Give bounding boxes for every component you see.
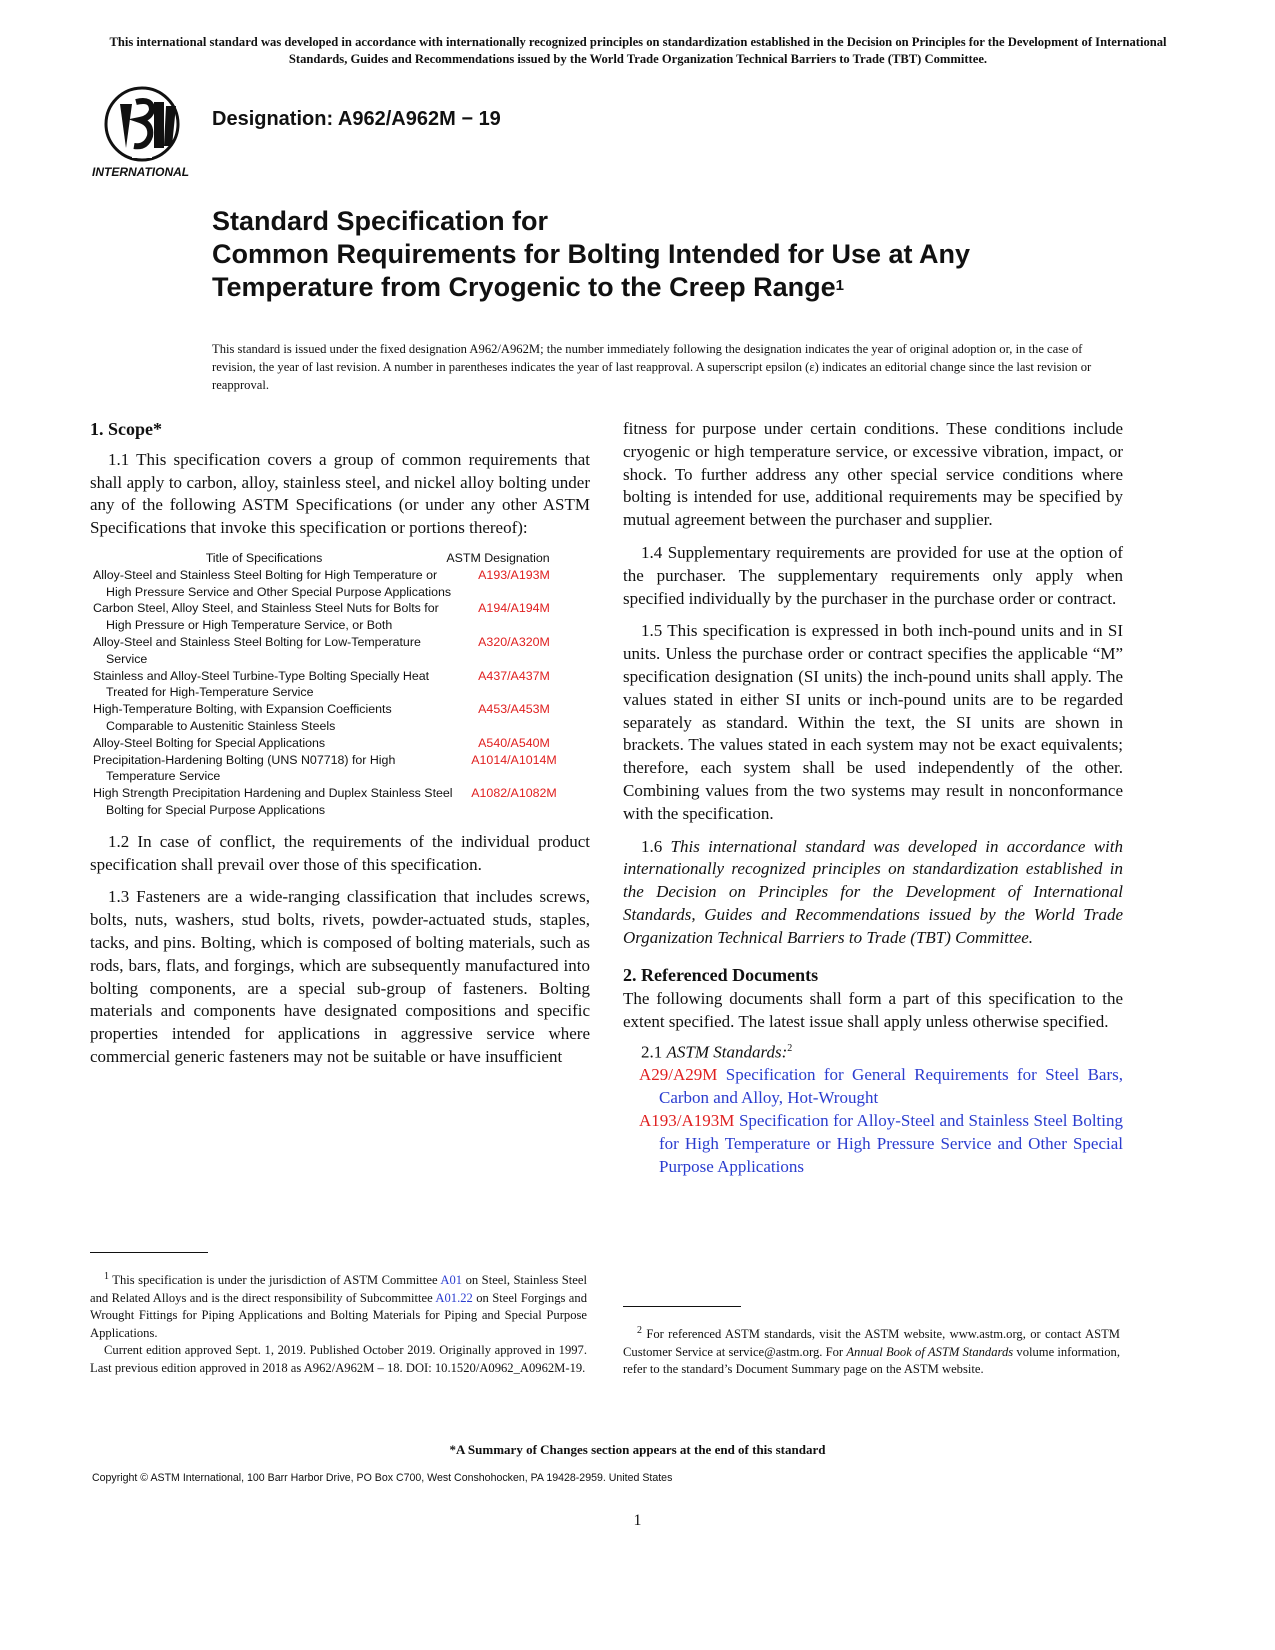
issue-note: This standard is issued under the fixed designation A962/A962M; the number immediately following the designation indicates the year of original adoption or, in the case of revision, the year of last revision. A number in parentheses indicates the year of last reapproval. A superscript epsilon (ε) indicates an editorial change since the last revision or reapproval. xyxy=(212,342,1092,392)
spec-designation-link[interactable]: A194/A194M xyxy=(478,601,550,616)
table-row xyxy=(90,600,590,634)
right-column xyxy=(623,418,1123,1178)
table-header-title: Title of Specifications xyxy=(205,550,323,565)
committee-a01-link[interactable]: A01 xyxy=(440,1273,463,1288)
table-row xyxy=(90,668,590,702)
specifications-table xyxy=(90,550,590,819)
paragraph-1-3-continued: fitness for purpose under certain conditions. These conditions include cryogenic or high temperature service, or excessive vibration, impact, or shock. To further address any other special service conditions where bolting is intended for use, additional requirements may be specified by mutual agreement between the purchaser and supplier. xyxy=(623,419,1123,530)
reference-title-link[interactable]: Specification for General Requirements for Steel Bars, Carbon and Alloy, Hot-Wrought xyxy=(659,1065,1123,1108)
spec-title: Carbon Steel, Alloy Steel, and Stainless Steel Nuts for Bolts for High Pressure or High Temperature Service, or Both xyxy=(93,601,439,633)
paragraph-1-3: 1.3 Fasteners are a wide-ranging classification that includes screws, bolts, nuts, washers, stud bolts, rivets, powder-actuated studs, staples, tacks, and pins. Bolting, which is composed of bolting materials, such as rods, bars, flats, and forgings, which are subsequently manufactured into bolting components, are a special sub-group of fasteners. Bolting materials and components have designated compositions and specific properties intended for applications in aggressive service where commercial generic fasteners may not be suitable or have insufficient xyxy=(90,887,590,1066)
title-line-1: Standard Specification for xyxy=(212,206,549,236)
footnote-1-mark: 1 xyxy=(104,1271,109,1282)
table-row xyxy=(90,701,590,735)
footnote-1 xyxy=(90,1268,587,1377)
footnote-1-text-a: This specification is under the jurisdiction of ASTM Committee xyxy=(112,1273,438,1288)
paragraph-1-2: 1.2 In case of conflict, the requirements of the individual product specification shall prevail over those of this specification. xyxy=(90,831,590,874)
paragraph-1-6 xyxy=(623,836,1123,950)
subsection-2-1-footnote-mark: 2 xyxy=(787,1042,793,1054)
title-line-3: Temperature from Cryogenic to the Creep Range xyxy=(212,272,836,302)
astm-logo xyxy=(92,84,204,182)
footnote-2-italic: Annual Book of ASTM Standards xyxy=(846,1344,1014,1359)
paragraph-1-1: 1.1 This specification covers a group of common requirements that shall apply to carbon, alloy, stainless steel, and nickel alloy bolting under any of the following ASTM Specifications (or under any other ASTM Specifications that invoke this specification or portions thereof): xyxy=(90,449,590,538)
footnote-rule-right xyxy=(623,1306,741,1307)
reference-item[interactable] xyxy=(623,1064,1123,1110)
document-title xyxy=(212,205,1162,304)
table-header-row xyxy=(90,550,590,567)
table-row xyxy=(90,567,590,601)
section-1-heading: 1. Scope* xyxy=(90,419,162,439)
reference-code-link[interactable]: A29/A29M xyxy=(639,1065,718,1085)
designation: Designation: A962/A962M − 19 xyxy=(212,108,501,130)
spec-title: Alloy-Steel and Stainless Steel Bolting for High Temperature or High Pressure Service and Other Special Purpose Applications xyxy=(93,567,452,599)
spec-title: High-Temperature Bolting, with Expansion Coefficients Comparable to Austenitic Stainless Steels xyxy=(93,702,392,733)
reference-title-link[interactable]: Specification for Alloy-Steel and Stainless Steel Bolting for High Temperature or High Pressure Service and Other Special Purpose Applications xyxy=(659,1110,1123,1176)
spec-designation-link[interactable]: A437/A437M xyxy=(478,668,550,683)
subsection-2-1-number: 2.1 xyxy=(641,1042,663,1062)
title-footnote-mark: 1 xyxy=(835,277,844,294)
footnote-2-text-a: For referenced ASTM standards, visit the ASTM website, www.astm.org, or contact ASTM Customer Service at service@astm.org. For xyxy=(623,1327,1121,1359)
footnote-2 xyxy=(623,1322,1120,1379)
spec-designation-link[interactable]: A320/A320M xyxy=(478,634,550,649)
copyright: Copyright © ASTM International, 100 Barr Harbor Drive, PO Box C700, West Conshohocken, PA 19428-2959. United States xyxy=(92,1472,673,1484)
footnote-2-text-b: volume information, refer to the standard’s Document Summary page on the ASTM website. xyxy=(623,1344,1120,1377)
footnote-1-text-b: on Steel, Stainless Steel and Related Alloys and is the direct responsibility of Subcommittee xyxy=(90,1273,587,1305)
reference-item[interactable] xyxy=(623,1110,1123,1178)
paragraph-1-4: 1.4 Supplementary requirements are provided for use at the option of the purchaser. The supplementary requirements only apply when specified individually by the purchaser in the purchase order or contract. xyxy=(623,542,1123,608)
footnote-1-text-c: on Steel Forgings and Wrought Fittings for Piping Applications and Bolting Materials for Piping and Special Purpose Applications. xyxy=(90,1290,587,1340)
spec-title: Alloy-Steel and Stainless Steel Bolting for Low-Temperature Service xyxy=(93,634,421,666)
section-2-intro: The following documents shall form a part of this specification to the extent specified. The latest issue shall apply unless otherwise specified. xyxy=(623,989,1123,1032)
top-notice: This international standard was developed in accordance with internationally recognized principles on standardization established in the Decision on Principles for the Development of International Standards, Guides and Recommendations issued by the World Trade Organization Technical Barriers to Trade (TBT) Committee. xyxy=(109,35,1167,66)
paragraph-1-5: 1.5 This specification is expressed in both inch-pound units and in SI units. Unless the purchase order or contract specifies the applicable “M” specification designation (SI units) the inch-pound units shall apply. The values stated in either SI units or inch-pound units are to be regarded separately as standard. Within the text, the SI units are shown in brackets. The values stated in each system may not be exact equivalents; therefore, each system shall be used independently of the other. Combining values from the two systems may result in nonconformance with the specification. xyxy=(623,621,1123,823)
spec-designation-link[interactable]: A193/A193M xyxy=(478,567,550,582)
astm-logo-icon xyxy=(92,84,204,182)
subsection-2-1-label: ASTM Standards: xyxy=(666,1042,788,1062)
spec-title: High Strength Precipitation Hardening and Duplex Stainless Steel Bolting for Special Purpose Applications xyxy=(93,786,453,817)
summary-of-changes-note: *A Summary of Changes section appears at the end of this standard xyxy=(449,1442,826,1457)
table-row xyxy=(90,735,590,752)
reference-code-link[interactable]: A193/A193M xyxy=(639,1110,735,1130)
spec-title: Stainless and Alloy-Steel Turbine-Type Bolting Specially Heat Treated for High-Temperature Service xyxy=(93,668,430,700)
spec-designation-link[interactable]: A540/A540M xyxy=(478,735,550,750)
svg-text:INTERNATIONAL: INTERNATIONAL xyxy=(92,165,190,179)
title-line-2: Common Requirements for Bolting Intended for Use at Any xyxy=(212,239,971,269)
table-row xyxy=(90,634,590,668)
subsection-2-1 xyxy=(623,1038,1123,1064)
spec-designation-link[interactable]: A453/A453M xyxy=(478,702,550,717)
spec-designation-link[interactable]: A1014/A1014M xyxy=(471,752,557,767)
page-number: 1 xyxy=(633,1512,642,1529)
table-row xyxy=(90,785,590,819)
table-header-designation: ASTM Designation xyxy=(446,550,550,565)
left-column xyxy=(90,418,590,1079)
spec-title: Precipitation-Hardening Bolting (UNS N07718) for High Temperature Service xyxy=(93,752,396,784)
spec-title: Alloy-Steel Bolting for Special Applications xyxy=(93,735,326,750)
footnote-1-edition: Current edition approved Sept. 1, 2019. Published October 2019. Originally approved in 1997. Last previous edition approved in 2018 as A962/A962M – 18. DOI: 10.1520/A0962_A0962M-19. xyxy=(90,1343,587,1375)
footnote-2-mark: 2 xyxy=(637,1325,642,1336)
spec-designation-link[interactable]: A1082/A1082M xyxy=(471,786,557,801)
footnote-rule-left xyxy=(90,1252,208,1253)
subcommittee-a01-22-link[interactable]: A01.22 xyxy=(435,1290,473,1305)
paragraph-1-6-number: 1.6 xyxy=(641,836,663,856)
table-row xyxy=(90,752,590,786)
paragraph-1-6-text: This international standard was developed in accordance with internationally recognized principles on standardization established in the Decision on Principles for the Development of International Standards, Guides and Recommendations issued by the World Trade Organization Technical Barriers to Trade (TBT) Committee. xyxy=(623,836,1123,947)
section-2-heading: 2. Referenced Documents xyxy=(623,964,819,985)
